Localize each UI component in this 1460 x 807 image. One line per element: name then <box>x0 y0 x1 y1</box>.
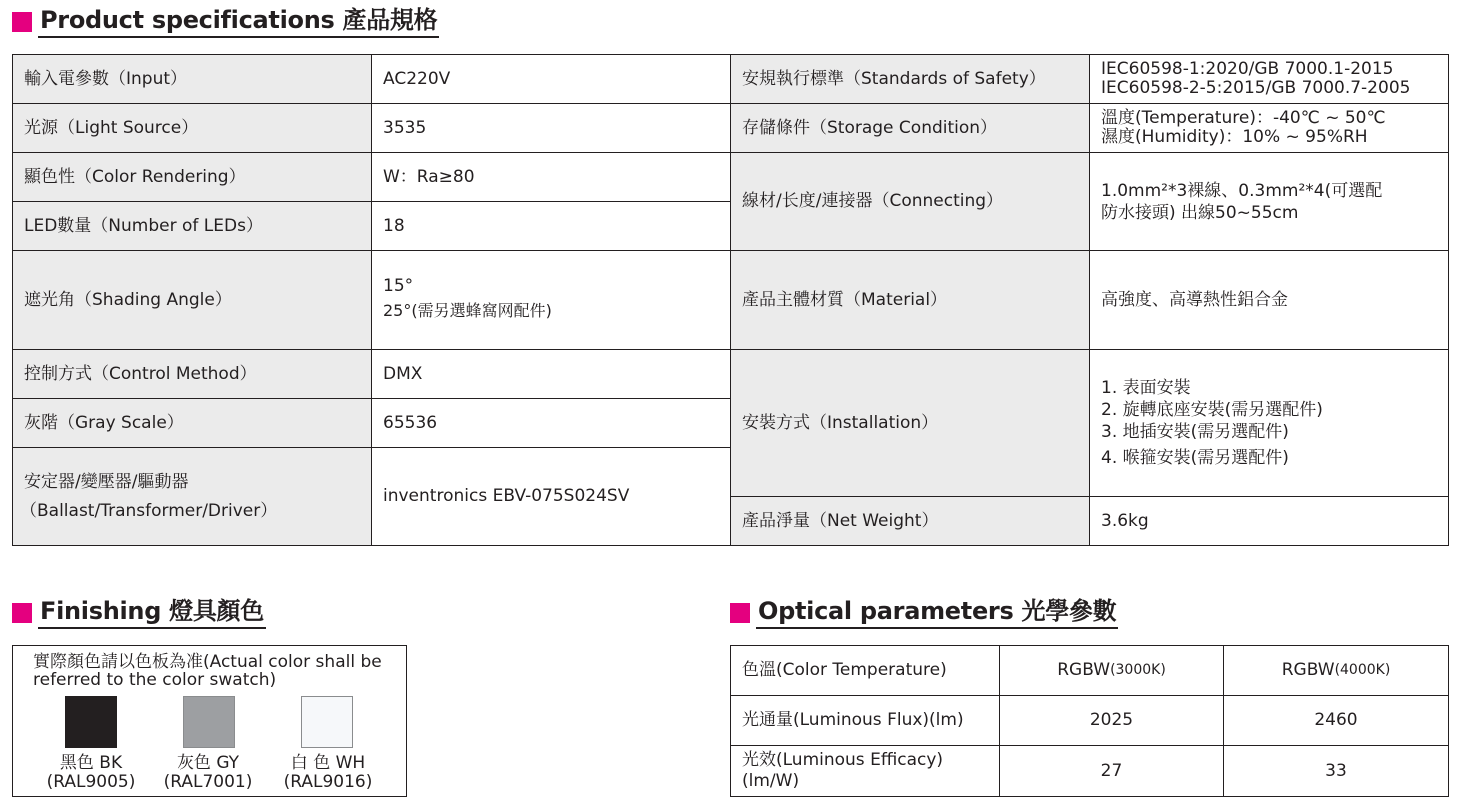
spec-label-connecting: 線材/长度/連接器（Connecting） <box>730 152 1090 251</box>
swatch-black <box>65 696 117 748</box>
optical-row-flux-v2: 2460 <box>1223 695 1449 746</box>
spec-label-storage-condition: 存儲條件（Storage Condition） <box>730 103 1090 153</box>
storage-line-2: 濕度(Humidity)：10% ~ 95%RH <box>1101 127 1368 147</box>
shading-angle-line-2: 25°(需另選蜂窩网配件) <box>383 301 552 320</box>
safety-line-1: IEC60598-1:2020/GB 7000.1-2015 <box>1101 59 1394 79</box>
spec-label-installation: 安裝方式（Installation） <box>730 349 1090 497</box>
optical-header-label: 色溫(Color Temperature) <box>730 645 1000 696</box>
spec-value-shading-angle <box>371 250 731 350</box>
swatch-gray-name: 灰色 GY <box>176 753 240 773</box>
section-marker <box>12 12 32 32</box>
spec-label-material: 產品主體材質（Material） <box>730 250 1090 350</box>
spec-label-driver <box>12 447 372 546</box>
installation-line-3: 3. 地插安裝(需另選配件) <box>1101 422 1289 442</box>
shading-angle-line-1: 15° <box>383 276 414 296</box>
optical-header-col-2-main: RGBW <box>1281 660 1335 680</box>
driver-label-line-1: 安定器/變壓器/驅動器 <box>24 471 189 492</box>
finishing-box <box>12 645 407 797</box>
storage-line-1: 溫度(Temperature)：-40℃ ~ 50℃ <box>1101 108 1386 128</box>
swatch-black-code: (RAL9005) <box>46 772 136 792</box>
optical-row-flux-v1: 2025 <box>999 695 1224 746</box>
spec-label-control-method: 控制方式（Control Method） <box>12 349 372 399</box>
section-marker <box>12 603 32 623</box>
spec-value-number-of-leds: 18 <box>371 201 731 251</box>
optical-row-efficacy-label: 光效(Luminous Efficacy)(lm/W) <box>730 745 1000 797</box>
installation-line-1: 1. 表面安裝 <box>1101 378 1191 398</box>
optical-title-text: Optical parameters 光學參數 <box>756 596 1118 629</box>
spec-label-gray-scale: 灰階（Gray Scale） <box>12 398 372 448</box>
spec-label-light-source: 光源（Light Source） <box>12 103 372 153</box>
spec-label-number-of-leds: LED數量（Number of LEDs） <box>12 201 372 251</box>
swatch-gray-label <box>148 754 268 792</box>
spec-value-gray-scale: 65536 <box>371 398 731 448</box>
swatch-white-code: (RAL9016) <box>283 772 373 792</box>
spec-value-driver: inventronics EBV-075S024SV <box>371 447 731 546</box>
spec-value-input: AC220V <box>371 54 731 104</box>
optical-header-col-1-sub: (3000K) <box>1110 662 1166 678</box>
optical-header-col-2-sub: (4000K) <box>1334 662 1391 678</box>
spec-value-safety-standards <box>1089 54 1449 104</box>
specs-section-title <box>12 5 439 38</box>
connecting-line-1: 1.0mm²*3裸線、0.3mm²*4(可選配 <box>1101 180 1383 201</box>
finishing-title-text: Finishing 燈具顏色 <box>38 596 266 629</box>
swatch-gray-code: (RAL7001) <box>163 772 253 792</box>
optical-header-col-2 <box>1223 645 1449 696</box>
spec-label-shading-angle: 遮光角（Shading Angle） <box>12 250 372 350</box>
optical-row-efficacy-v1: 27 <box>999 745 1224 797</box>
optical-header-col-1-main: RGBW <box>1057 660 1111 680</box>
spec-label-safety-standards: 安規執行標準（Standards of Safety） <box>730 54 1090 104</box>
specs-title-text: Product specifications 產品規格 <box>38 5 439 38</box>
spec-label-net-weight: 產品淨量（Net Weight） <box>730 496 1090 546</box>
swatch-black-label <box>31 754 151 792</box>
swatch-black-name: 黑色 BK <box>59 753 123 773</box>
safety-line-2: IEC60598-2-5:2015/GB 7000.7-2005 <box>1101 78 1411 98</box>
spec-value-storage-condition <box>1089 103 1449 153</box>
finishing-note: 實際顏色請以色板為准(Actual color shall be referred to the color swatch) <box>33 652 382 690</box>
swatch-white <box>301 696 353 748</box>
optical-header-col-1 <box>999 645 1224 696</box>
section-marker <box>730 603 750 623</box>
spec-value-light-source: 3535 <box>371 103 731 153</box>
finishing-section-title <box>12 596 266 629</box>
driver-label-line-2: （Ballast/Transformer/Driver） <box>20 500 278 521</box>
spec-label-color-rendering: 顯色性（Color Rendering） <box>12 152 372 202</box>
spec-value-color-rendering: W：Ra≥80 <box>371 152 731 202</box>
spec-value-connecting <box>1089 152 1449 251</box>
swatch-gray <box>183 696 235 748</box>
spec-value-control-method: DMX <box>371 349 731 399</box>
connecting-line-2: 防水接頭) 出線50~55cm <box>1101 202 1299 223</box>
swatch-white-name: 白 色 WH <box>290 753 366 773</box>
installation-line-4: 4. 喉箍安裝(需另選配件) <box>1101 448 1289 468</box>
optical-row-flux-label: 光通量(Luminous Flux)(lm) <box>730 695 1000 746</box>
spec-value-net-weight: 3.6kg <box>1089 496 1449 546</box>
spec-value-installation <box>1089 349 1449 497</box>
spec-value-material: 高強度、高導熱性鋁合金 <box>1089 250 1449 350</box>
swatch-white-label <box>268 754 388 792</box>
optical-section-title <box>730 596 1118 629</box>
spec-label-input: 輸入電參數（Input） <box>12 54 372 104</box>
installation-line-2: 2. 旋轉底座安裝(需另選配件) <box>1101 400 1323 420</box>
optical-row-efficacy-v2: 33 <box>1223 745 1449 797</box>
